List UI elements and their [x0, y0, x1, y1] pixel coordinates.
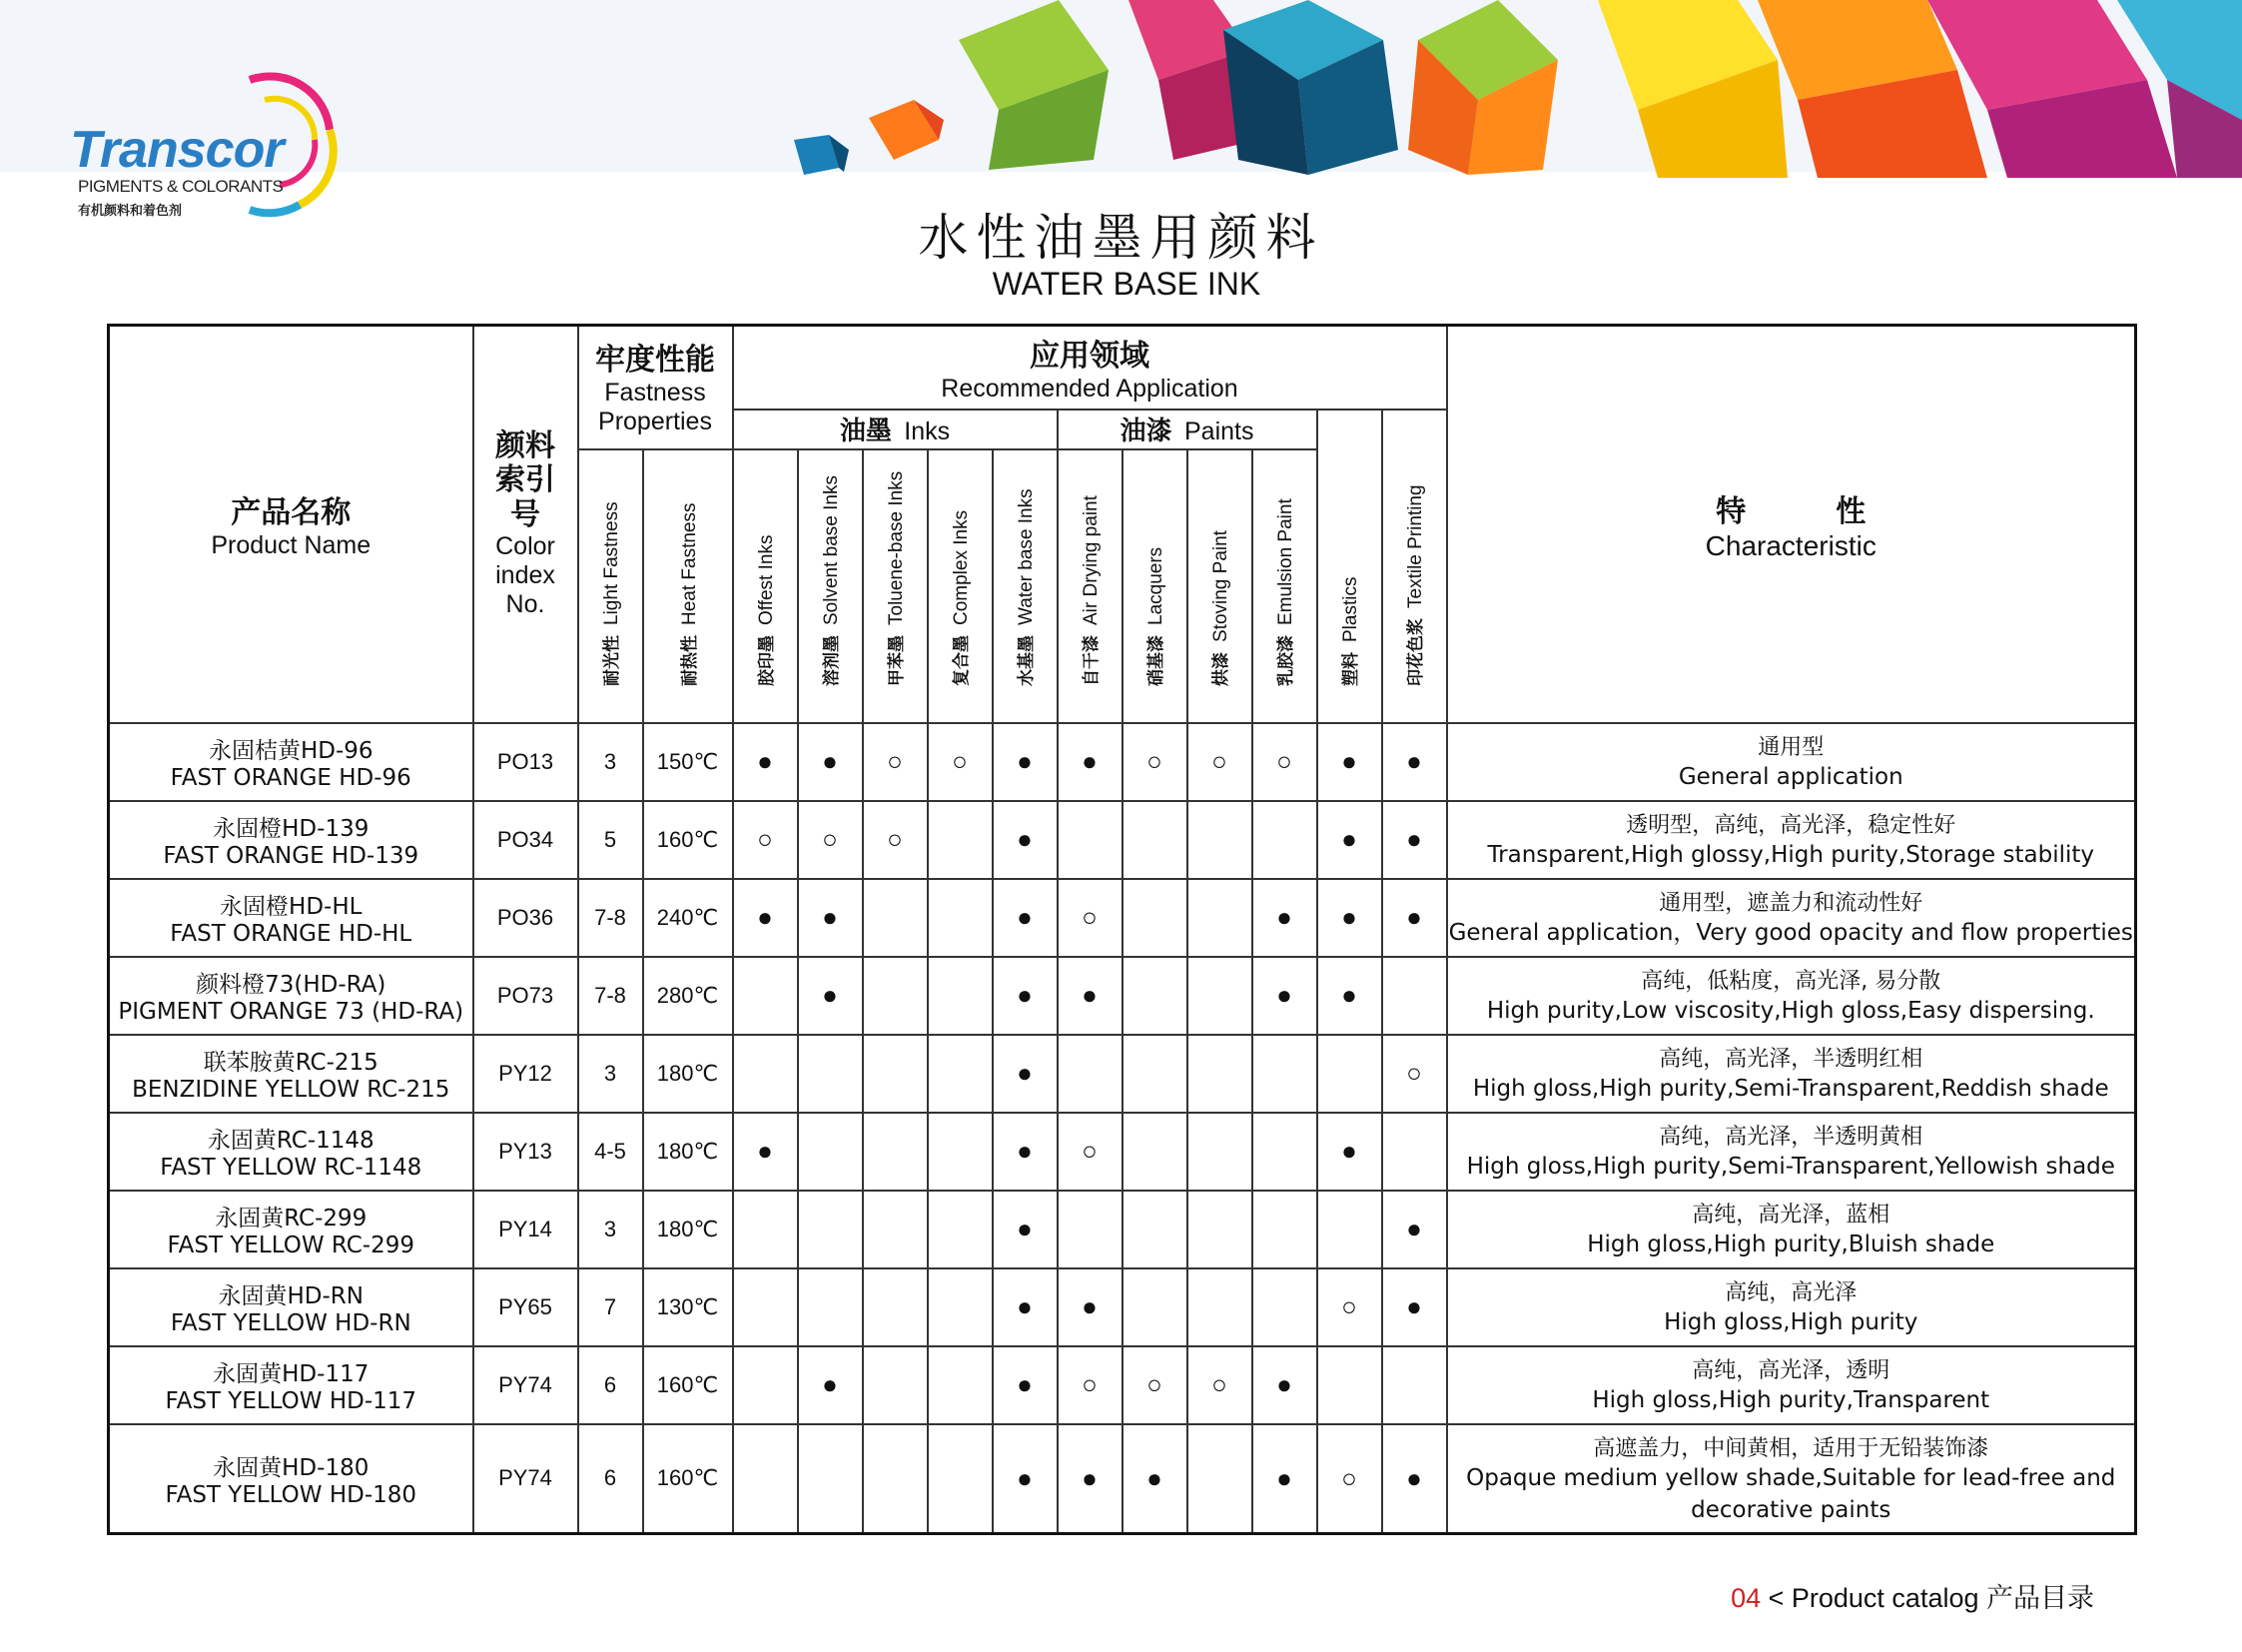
application-cell — [1187, 1113, 1252, 1191]
application-cell — [1058, 1268, 1122, 1346]
characteristic-cell — [1447, 1346, 2136, 1424]
suitability-mark: ● — [1341, 824, 1357, 854]
application-cell — [1122, 1424, 1187, 1534]
application-cell — [1058, 723, 1122, 801]
product-name-en: BENZIDINE YELLOW RC-215 — [132, 1077, 450, 1103]
application-cell — [928, 1268, 993, 1346]
characteristic-en: High gloss,High purity,Semi-Transparent,Yellowish shade — [1466, 1153, 2115, 1180]
application-cell — [798, 879, 863, 957]
product-name-cell — [109, 1268, 473, 1346]
application-cell — [1122, 1113, 1187, 1191]
color-index-cell: PY74 — [473, 1424, 578, 1534]
application-cell — [928, 1424, 993, 1534]
characteristic-cell — [1447, 723, 2136, 801]
header-application: 应用领域 Recommended Application — [733, 326, 1447, 410]
application-cell — [733, 723, 798, 801]
characteristic-en: decorative paints — [1691, 1496, 1891, 1523]
application-cell — [1122, 1268, 1187, 1346]
product-name-en: FAST ORANGE HD-HL — [170, 921, 412, 947]
product-name-cn: 永固橙HD-HL — [220, 894, 363, 920]
application-cell — [733, 1346, 798, 1424]
table-row — [109, 1346, 2136, 1424]
application-cell — [1317, 1035, 1382, 1113]
application-cell — [1187, 1191, 1252, 1268]
suitability-mark: ● — [1406, 1214, 1422, 1243]
characteristic-cn: 高纯，高光泽 — [1725, 1279, 1858, 1305]
header-inks: 油墨 Inks — [733, 410, 1058, 449]
application-cell — [863, 1424, 928, 1534]
table-row — [109, 957, 2136, 1035]
color-index-cell: PY13 — [473, 1113, 578, 1191]
suitability-mark: ● — [1082, 1462, 1098, 1493]
header-fastness: 牢度性能 Fastness Properties — [578, 326, 733, 449]
color-index-cell: PY74 — [473, 1346, 578, 1424]
suitability-mark: ● — [1406, 902, 1422, 932]
application-cell — [733, 1191, 798, 1268]
application-cell — [1252, 879, 1317, 957]
product-name-cn: 永固黄HD-RN — [218, 1283, 364, 1309]
product-name-cn: 颜料橙73(HD-RA) — [196, 972, 386, 998]
suitability-mark: ○ — [1146, 1369, 1162, 1399]
page-number: 04 — [1731, 1583, 1762, 1613]
table-row — [109, 1113, 2136, 1191]
application-cell — [863, 1346, 928, 1424]
characteristic-cell — [1447, 1268, 2136, 1346]
application-cell — [993, 1035, 1058, 1113]
application-cell — [993, 1113, 1058, 1191]
suitability-mark: ○ — [952, 746, 968, 776]
page-title-cn: 水性油墨用颜料 — [918, 209, 1324, 267]
product-name-en: FAST YELLOW HD-RN — [170, 1310, 411, 1336]
application-cell — [1122, 1346, 1187, 1424]
product-name-cell — [109, 1191, 473, 1268]
application-cell — [863, 723, 928, 801]
application-cell — [1382, 957, 1447, 1035]
characteristic-en: High gloss,High purity,Bluish shade — [1587, 1231, 1995, 1257]
product-name-en: FAST YELLOW RC-299 — [167, 1233, 414, 1258]
suitability-mark: ● — [822, 980, 838, 1010]
header-complex-inks: 复合墨Complex Inks — [928, 449, 993, 723]
footer-label: < Product catalog 产品目录 — [1761, 1583, 2094, 1613]
application-cell — [1382, 879, 1447, 957]
light-fastness-cell: 3 — [578, 1191, 643, 1268]
suitability-mark: ● — [1017, 824, 1033, 854]
characteristic-cn: 高纯，高光泽，透明 — [1692, 1357, 1890, 1383]
application-cell — [733, 1424, 798, 1534]
characteristic-cell — [1447, 879, 2136, 957]
product-name-cell — [109, 801, 473, 879]
application-cell — [798, 957, 863, 1035]
characteristic-en: High purity,Low viscosity,High gloss,Easy dispersing. — [1486, 997, 2095, 1024]
light-fastness-cell: 6 — [578, 1424, 643, 1534]
application-cell — [1187, 957, 1252, 1035]
application-cell — [1187, 801, 1252, 879]
application-cell — [1122, 1191, 1187, 1268]
product-name-cell — [109, 1424, 473, 1534]
application-cell — [1317, 1346, 1382, 1424]
product-name-cn: 永固黄RC-1148 — [207, 1128, 374, 1154]
application-cell — [1252, 1424, 1317, 1534]
suitability-mark: ● — [1406, 746, 1422, 776]
suitability-mark: ● — [822, 1369, 838, 1399]
product-name-en: FAST YELLOW RC-1148 — [160, 1155, 422, 1181]
suitability-mark: ○ — [757, 824, 773, 854]
product-name-cell — [109, 1035, 473, 1113]
heat-fastness-cell: 180℃ — [643, 1113, 733, 1191]
product-name-en: FAST YELLOW HD-117 — [165, 1388, 417, 1414]
suitability-mark: ● — [1276, 980, 1292, 1010]
light-fastness-cell: 3 — [578, 723, 643, 801]
application-cell — [993, 1346, 1058, 1424]
product-name-cell — [109, 1113, 473, 1191]
characteristic-cn: 高纯，高光泽，半透明红相 — [1659, 1046, 1923, 1072]
characteristic-en: General application，Very good opacity and flow properties — [1448, 919, 2133, 946]
characteristic-cn: 高纯，高光泽，半透明黄相 — [1659, 1124, 1923, 1150]
application-cell — [1058, 879, 1122, 957]
header-characteristic: 特 性 Characteristic — [1447, 326, 2136, 723]
characteristic-cell — [1447, 1035, 2136, 1113]
header-light-fastness: 耐光性Light Fastness — [578, 449, 643, 723]
heat-fastness-cell: 150℃ — [643, 723, 733, 801]
logo-subtitle: PIGMENTS & COLORANTS — [78, 177, 284, 196]
heat-fastness-cell: 160℃ — [643, 1346, 733, 1424]
characteristic-cn: 高纯，低粘度，高光泽, 易分散 — [1641, 968, 1941, 994]
application-cell — [1382, 723, 1447, 801]
product-name-en: PIGMENT ORANGE 73 (HD-RA) — [118, 999, 464, 1025]
application-cell — [1317, 1268, 1382, 1346]
suitability-mark: ● — [1017, 1136, 1033, 1166]
suitability-mark: ● — [1017, 746, 1033, 776]
application-cell — [733, 957, 798, 1035]
suitability-mark: ● — [1017, 1058, 1033, 1088]
application-cell — [1058, 957, 1122, 1035]
suitability-mark: ○ — [1082, 902, 1098, 932]
application-cell — [993, 801, 1058, 879]
light-fastness-cell: 6 — [578, 1346, 643, 1424]
table-row — [109, 1268, 2136, 1346]
application-cell — [928, 801, 993, 879]
heat-fastness-cell: 160℃ — [643, 1424, 733, 1534]
product-name-cn: 永固黄HD-180 — [213, 1454, 370, 1481]
characteristic-cn: 通用型，遮盖力和流动性好 — [1659, 890, 1923, 916]
heat-fastness-cell: 130℃ — [643, 1268, 733, 1346]
characteristic-en: High gloss,High purity,Semi-Transparent,Reddish shade — [1472, 1075, 2109, 1102]
characteristic-en: High gloss,High purity,Transparent — [1592, 1386, 1990, 1413]
application-cell — [1252, 1346, 1317, 1424]
application-cell — [1382, 1035, 1447, 1113]
application-cell — [863, 957, 928, 1035]
color-index-cell: PO34 — [473, 801, 578, 879]
application-cell — [1058, 1035, 1122, 1113]
application-cell — [798, 1035, 863, 1113]
application-cell — [798, 1346, 863, 1424]
suitability-mark: ● — [1017, 1462, 1033, 1493]
light-fastness-cell: 3 — [578, 1035, 643, 1113]
suitability-mark: ○ — [1341, 1291, 1357, 1321]
product-name-cell — [109, 879, 473, 957]
application-cell — [1058, 1191, 1122, 1268]
page-footer — [1731, 1576, 2094, 1615]
application-cell — [1252, 1268, 1317, 1346]
characteristic-cell — [1447, 1191, 2136, 1268]
header-toluene-inks: 甲苯墨Toluene-base Inks — [863, 449, 928, 723]
suitability-mark: ○ — [1082, 1136, 1098, 1166]
suitability-mark: ● — [1276, 902, 1292, 932]
header-heat-fastness: 耐热性Heat Fastness — [643, 449, 733, 723]
suitability-mark: ○ — [1146, 746, 1162, 776]
header-lacquers: 硝基漆Lacquers — [1122, 449, 1187, 723]
application-cell — [1252, 801, 1317, 879]
application-cell — [1382, 1191, 1447, 1268]
characteristic-en: General application — [1678, 763, 1903, 790]
color-index-cell: PO13 — [473, 723, 578, 801]
application-cell — [1122, 879, 1187, 957]
application-cell — [1122, 1035, 1187, 1113]
suitability-mark: ● — [1276, 1462, 1292, 1493]
characteristic-cell — [1447, 1424, 2136, 1534]
suitability-mark: ● — [757, 746, 773, 776]
suitability-mark: ● — [757, 1136, 773, 1166]
application-cell — [993, 1268, 1058, 1346]
suitability-mark: ○ — [1406, 1058, 1422, 1088]
product-name-cell — [109, 1346, 473, 1424]
characteristic-cell — [1447, 801, 2136, 879]
product-name-en: FAST ORANGE HD-96 — [170, 765, 411, 791]
application-cell — [1317, 957, 1382, 1035]
suitability-mark: ● — [1146, 1462, 1162, 1493]
header-emulsion-paint: 乳胶漆Emulsion Paint — [1252, 449, 1317, 723]
application-cell — [1252, 957, 1317, 1035]
application-cell — [1317, 723, 1382, 801]
application-cell — [928, 1035, 993, 1113]
suitability-mark: ○ — [1211, 1369, 1227, 1399]
application-cell — [1122, 801, 1187, 879]
header-water-inks: 水基墨Water base Inks — [993, 449, 1058, 723]
application-cell — [1058, 1424, 1122, 1534]
application-cell — [1187, 1424, 1252, 1534]
suitability-mark: ● — [1082, 1291, 1098, 1321]
application-cell — [798, 1424, 863, 1534]
suitability-mark: ● — [757, 902, 773, 932]
table-row — [109, 879, 2136, 957]
header-solvent-inks: 溶剂墨Solvent base Inks — [798, 449, 863, 723]
suitability-mark: ● — [1341, 1136, 1357, 1166]
suitability-mark: ○ — [1341, 1462, 1357, 1493]
table-row — [109, 1035, 2136, 1113]
application-cell — [798, 1268, 863, 1346]
application-cell — [798, 1191, 863, 1268]
application-cell — [733, 1113, 798, 1191]
application-cell — [1187, 1346, 1252, 1424]
application-cell — [863, 1191, 928, 1268]
application-cell — [1382, 1113, 1447, 1191]
suitability-mark: ○ — [1211, 746, 1227, 776]
suitability-mark: ● — [1406, 1462, 1422, 1493]
product-name-cn: 永固橙HD-139 — [213, 816, 370, 842]
heat-fastness-cell: 280℃ — [643, 957, 733, 1035]
suitability-mark: ○ — [1082, 1369, 1098, 1399]
application-cell — [1317, 1113, 1382, 1191]
header-plastics: 塑料Plastics — [1317, 410, 1382, 723]
product-name-cell — [109, 957, 473, 1035]
application-cell — [1382, 1424, 1447, 1534]
suitability-mark: ● — [1406, 824, 1422, 854]
application-cell — [1187, 1035, 1252, 1113]
application-cell — [993, 1424, 1058, 1534]
application-cell — [863, 1113, 928, 1191]
color-index-cell: PY65 — [473, 1268, 578, 1346]
application-cell — [1187, 1268, 1252, 1346]
color-index-cell: PO36 — [473, 879, 578, 957]
table-row — [109, 801, 2136, 879]
application-cell — [1252, 1113, 1317, 1191]
light-fastness-cell: 7-8 — [578, 957, 643, 1035]
characteristic-en: High gloss,High purity — [1664, 1308, 1918, 1335]
header-stoving-paint: 烘漆Stoving Paint — [1187, 449, 1252, 723]
application-cell — [863, 1268, 928, 1346]
application-cell — [928, 879, 993, 957]
suitability-mark: ● — [1341, 746, 1357, 776]
logo-wordmark: Transcor — [70, 121, 284, 179]
product-name-cell — [109, 723, 473, 801]
light-fastness-cell: 5 — [578, 801, 643, 879]
suitability-mark: ● — [1017, 1369, 1033, 1399]
product-name-cn: 永固桔黄HD-96 — [208, 738, 374, 764]
application-cell — [733, 879, 798, 957]
suitability-mark: ● — [1017, 1291, 1033, 1321]
header-textile-printing: 印花色浆Textile Printing — [1382, 410, 1447, 723]
header-color-index: 颜料索引号 Color index No. — [473, 326, 578, 723]
application-cell — [928, 957, 993, 1035]
page-title-en: WATER BASE INK — [992, 266, 1261, 302]
application-cell — [928, 723, 993, 801]
characteristic-cell — [1447, 1113, 2136, 1191]
suitability-mark: ● — [1017, 1214, 1033, 1243]
application-cell — [993, 1191, 1058, 1268]
characteristic-en: Opaque medium yellow shade,Suitable for lead-free and — [1466, 1464, 2116, 1491]
product-name-cn: 联苯胺黄RC-215 — [203, 1050, 378, 1076]
header-paints: 油漆 Paints — [1058, 410, 1317, 449]
application-cell — [928, 1113, 993, 1191]
application-cell — [1122, 723, 1187, 801]
application-cell — [863, 879, 928, 957]
application-cell — [1317, 879, 1382, 957]
application-cell — [1317, 1424, 1382, 1534]
light-fastness-cell: 7 — [578, 1268, 643, 1346]
logo-subtitle-cn: 有机颜料和着色剂 — [78, 203, 183, 218]
characteristic-cn: 高遮盖力，中间黄相，适用于无铅装饰漆 — [1593, 1435, 1989, 1461]
light-fastness-cell: 7-8 — [578, 879, 643, 957]
characteristic-en: Transparent,High glossy,High purity,Storage stability — [1487, 841, 2095, 868]
application-cell — [798, 801, 863, 879]
application-cell — [1122, 957, 1187, 1035]
header-offset-inks: 胶印墨Offest Inks — [733, 449, 798, 723]
application-cell — [1252, 723, 1317, 801]
suitability-mark: ● — [1082, 746, 1098, 776]
application-cell — [1317, 1191, 1382, 1268]
product-name-cn: 永固黄RC-299 — [215, 1206, 368, 1232]
heat-fastness-cell: 180℃ — [643, 1191, 733, 1268]
suitability-mark: ● — [1406, 1291, 1422, 1321]
application-cell — [1382, 801, 1447, 879]
color-index-cell: PY14 — [473, 1191, 578, 1268]
suitability-mark: ● — [822, 902, 838, 932]
suitability-mark: ● — [1082, 980, 1098, 1010]
application-cell — [1058, 801, 1122, 879]
application-cell — [1252, 1191, 1317, 1268]
suitability-mark: ○ — [822, 824, 838, 854]
heat-fastness-cell: 160℃ — [643, 801, 733, 879]
suitability-mark: ● — [1341, 980, 1357, 1010]
heat-fastness-cell: 180℃ — [643, 1035, 733, 1113]
application-cell — [1317, 801, 1382, 879]
suitability-mark: ○ — [1276, 746, 1292, 776]
application-cell — [993, 879, 1058, 957]
application-cell — [733, 1035, 798, 1113]
color-index-cell: PY12 — [473, 1035, 578, 1113]
application-cell — [733, 1268, 798, 1346]
suitability-mark: ● — [1341, 902, 1357, 932]
header-air-drying-paint: 自干漆Air Drying paint — [1058, 449, 1122, 723]
application-cell — [1058, 1346, 1122, 1424]
color-index-cell: PO73 — [473, 957, 578, 1035]
table-row — [109, 1191, 2136, 1268]
product-name-en: FAST ORANGE HD-139 — [163, 843, 419, 869]
table-row — [109, 723, 2136, 801]
suitability-mark: ● — [1017, 902, 1033, 932]
heat-fastness-cell: 240℃ — [643, 879, 733, 957]
characteristic-cn: 透明型，高纯，高光泽，稳定性好 — [1626, 812, 1956, 838]
application-cell — [1252, 1035, 1317, 1113]
application-cell — [1187, 879, 1252, 957]
application-cell — [993, 723, 1058, 801]
light-fastness-cell: 4-5 — [578, 1113, 643, 1191]
application-cell — [928, 1191, 993, 1268]
application-cell — [993, 957, 1058, 1035]
application-cell — [928, 1346, 993, 1424]
application-cell — [798, 1113, 863, 1191]
product-name-cn: 永固黄HD-117 — [213, 1361, 370, 1387]
table-row — [109, 1424, 2136, 1534]
application-cell — [1058, 1113, 1122, 1191]
characteristic-cell — [1447, 957, 2136, 1035]
application-cell — [863, 801, 928, 879]
header-product-name: 产品名称 Product Name — [109, 326, 473, 723]
application-cell — [1382, 1346, 1447, 1424]
suitability-mark: ● — [1017, 980, 1033, 1010]
product-table — [107, 324, 2137, 1535]
application-cell — [863, 1035, 928, 1113]
suitability-mark: ● — [822, 746, 838, 776]
suitability-mark: ○ — [887, 746, 903, 776]
application-cell — [733, 801, 798, 879]
suitability-mark: ○ — [887, 824, 903, 854]
suitability-mark: ● — [1276, 1369, 1292, 1399]
characteristic-cn: 通用型 — [1758, 734, 1825, 760]
application-cell — [1187, 723, 1252, 801]
characteristic-cn: 高纯，高光泽，蓝相 — [1692, 1202, 1890, 1228]
application-cell — [1382, 1268, 1447, 1346]
product-name-en: FAST YELLOW HD-180 — [165, 1481, 417, 1508]
application-cell — [798, 723, 863, 801]
